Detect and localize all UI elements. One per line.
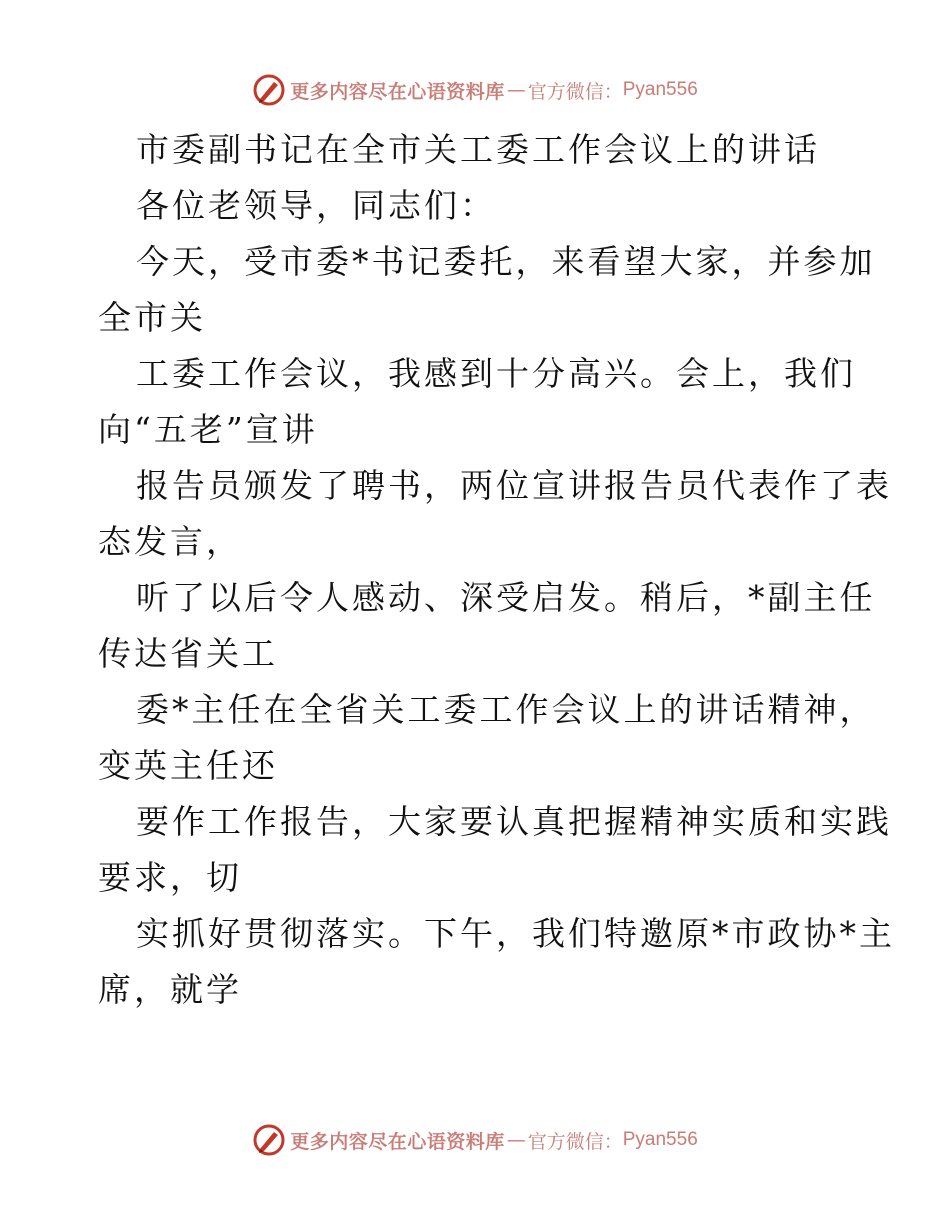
watermark-separator: — — [506, 1129, 526, 1151]
body-line: 态发言， — [98, 522, 242, 561]
body-line: 全市关 — [98, 298, 206, 337]
body-line: 今天，受市委*书记委托，来看望大家，并参加 — [136, 242, 876, 281]
body-line: 向“五老”宣讲 — [98, 410, 318, 449]
pen-logo-icon — [252, 73, 286, 107]
body-line: 要作工作报告，大家要认真把握精神实质和实践 — [136, 802, 892, 841]
footer-watermark — [0, 1120, 950, 1160]
document-body — [98, 122, 895, 1018]
body-line: 传达省关工 — [98, 634, 278, 673]
salutation: 各位老领导，同志们： — [136, 186, 496, 225]
header-watermark — [0, 70, 950, 110]
pen-logo-icon — [252, 1123, 286, 1157]
body-line: 实抓好贯彻落实。下午，我们特邀原*市政协*主 — [136, 914, 895, 953]
watermark-id: Pyan556 — [622, 79, 698, 100]
watermark-label: 官方微信： — [527, 1130, 623, 1153]
body-line: 报告员颁发了聘书，两位宣讲报告员代表作了表 — [136, 466, 892, 505]
watermark-label: 官方微信： — [527, 80, 623, 103]
body-line: 工委工作会议，我感到十分高兴。会上，我们 — [136, 354, 856, 393]
watermark-separator: — — [506, 79, 526, 101]
watermark-id: Pyan556 — [622, 1129, 698, 1150]
watermark-text: 更多内容尽在心语资料库 — [290, 80, 505, 103]
body-line: 要求，切 — [98, 858, 242, 897]
document-title: 市委副书记在全市关工委工作会议上的讲话 — [136, 130, 820, 169]
body-line: 委*主任在全省关工委工作会议上的讲话精神， — [136, 690, 876, 729]
body-line: 听了以后令人感动、深受启发。稍后，*副主任 — [136, 578, 876, 617]
body-line: 席，就学 — [98, 970, 242, 1009]
watermark-text: 更多内容尽在心语资料库 — [290, 1130, 505, 1153]
body-line: 变英主任还 — [98, 746, 278, 785]
